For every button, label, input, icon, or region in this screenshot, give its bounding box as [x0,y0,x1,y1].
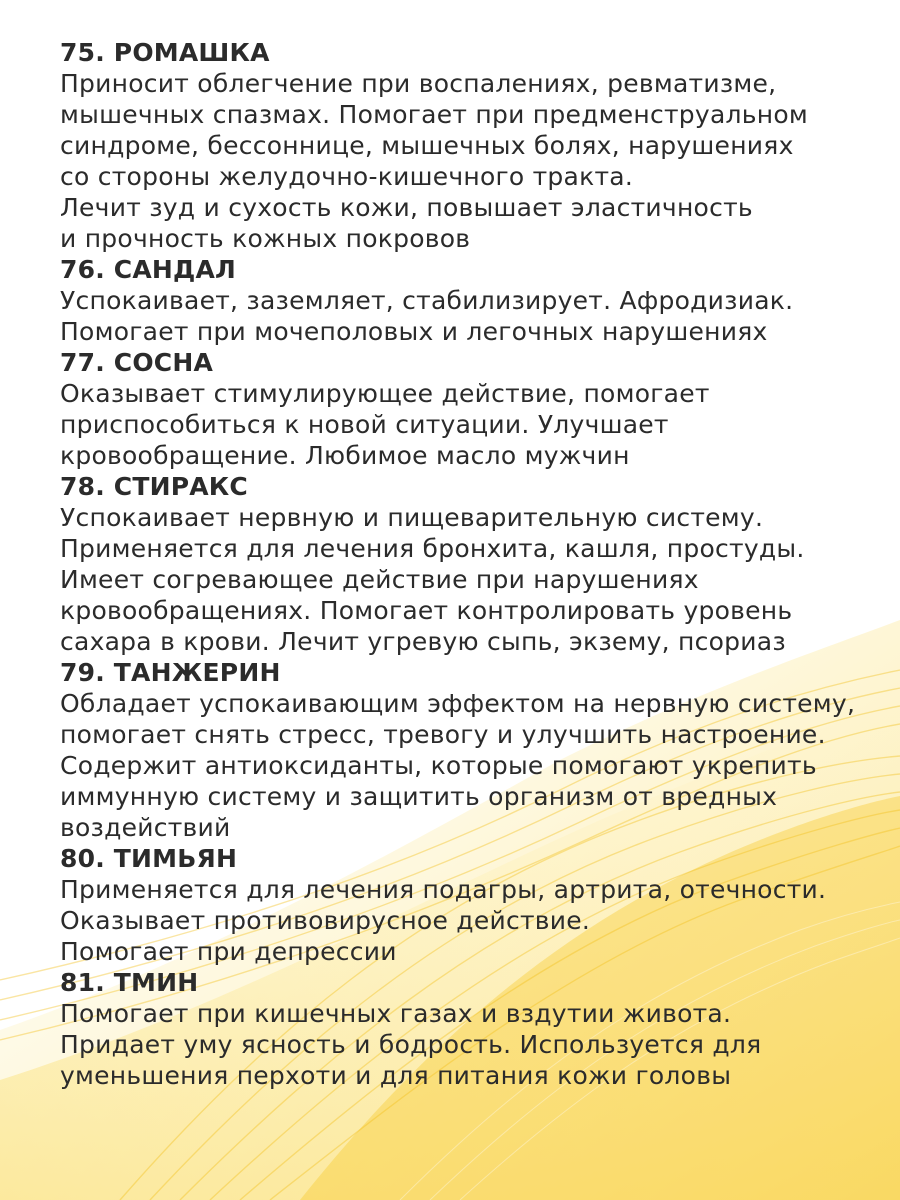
entry-text-line: воздействий [60,813,231,842]
entry-text-line: помогает снять стресс, тревогу и улучшить настроение. [60,720,826,749]
entry-text-line: Успокаивает нервную и пищеварительную систему. [60,503,764,532]
entry-text-line: уменьшения перхоти и для питания кожи головы [60,1061,732,1090]
entry-title: 76. САНДАЛ [60,255,236,284]
entry-text-line: Придает уму ясность и бодрость. Используется для [60,1030,762,1059]
entry-title: 78. СТИРАКС [60,472,248,501]
entry-thyme [60,843,890,967]
entry-text-line: кровообращениях. Помогает контролировать уровень [60,596,793,625]
entry-sandalwood [60,254,890,347]
entry-text-line: со стороны желудочно-кишечного тракта. [60,162,634,191]
entry-text-line: сахара в крови. Лечит угревую сыпь, экзему, псориаз [60,627,786,656]
entry-title: 77. СОСНА [60,348,214,377]
entry-text-line: Приносит облегчение при воспалениях, ревматизме, [60,69,777,98]
entry-text-line: Применяется для лечения подагры, артрита, отечности. [60,875,827,904]
entry-text-line: Содержит антиоксиданты, которые помогают укрепить [60,751,817,780]
entry-text-line: иммунную систему и защитить организм от вредных [60,782,778,811]
entry-text-line: Помогает при мочеполовых и легочных нарушениях [60,317,768,346]
entry-text-line: кровообращение. Любимое масло мужчин [60,441,630,470]
entry-text-line: Применяется для лечения бронхита, кашля, простуды. [60,534,805,563]
entry-text-line: Имеет согревающее действие при нарушениях [60,565,699,594]
entry-text-line: и прочность кожных покровов [60,224,471,253]
entry-styrax [60,471,890,657]
entry-title: 75. РОМАШКА [60,38,270,67]
entry-text-line: Оказывает противовирусное действие. [60,906,591,935]
entry-text-line: Обладает успокаивающим эффектом на нервную систему, [60,689,856,718]
document-body [60,37,890,1091]
entry-caraway [60,967,890,1091]
entry-text-line: Оказывает стимулирующее действие, помогает [60,379,710,408]
entry-text-line: мышечных спазмах. Помогает при предменструальном [60,100,808,129]
entry-text-line: Помогает при кишечных газах и вздутии живота. [60,999,732,1028]
entry-text-line: Помогает при депрессии [60,937,397,966]
entry-text-line: Успокаивает, заземляет, стабилизирует. Афродизиак. [60,286,794,315]
entry-title: 79. ТАНЖЕРИН [60,658,281,687]
entry-text-line: Лечит зуд и сухость кожи, повышает эластичность [60,193,753,222]
entry-tangerine [60,657,890,843]
entry-chamomile [60,37,890,254]
entry-text-line: синдроме, бессоннице, мышечных болях, нарушениях [60,131,794,160]
entry-title: 80. ТИМЬЯН [60,844,238,873]
entry-pine [60,347,890,471]
entry-title: 81. ТМИН [60,968,199,997]
entry-text-line: приспособиться к новой ситуации. Улучшает [60,410,669,439]
